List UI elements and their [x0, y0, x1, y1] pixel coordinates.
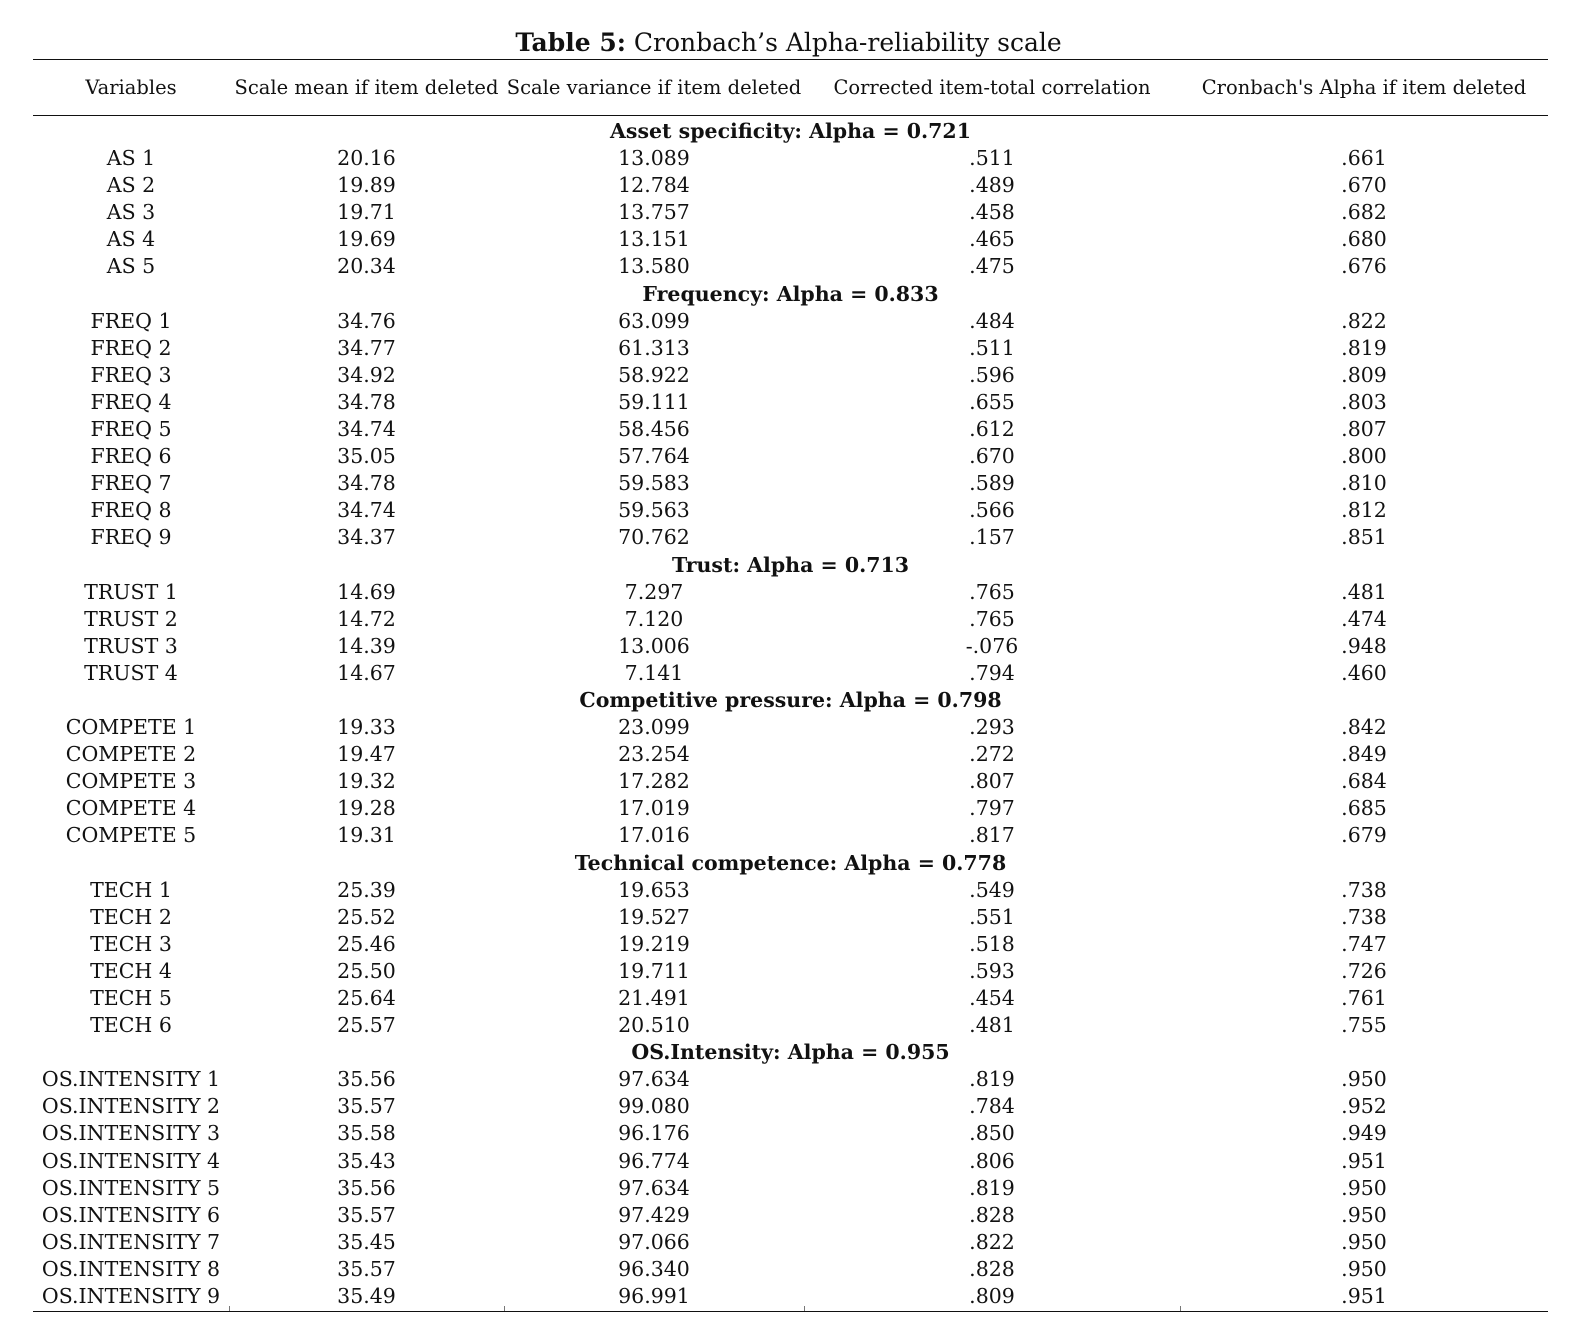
table-row [33, 877, 1548, 904]
table-caption-text: Cronbach’s Alpha-reliability scale [633, 28, 1062, 57]
table-row [33, 606, 1548, 633]
alpha-if-deleted-cell: .812 [1341, 498, 1387, 523]
table-header [33, 60, 1548, 115]
correlation-cell: .293 [969, 715, 1015, 740]
alpha-if-deleted-cell: .807 [1341, 417, 1387, 442]
alpha-if-deleted-cell: .747 [1341, 931, 1387, 956]
table-row [33, 524, 1548, 551]
alpha-if-deleted-cell: .738 [1341, 904, 1387, 929]
scale-mean-cell: 35.57 [337, 1094, 396, 1119]
scale-variance-cell: 23.254 [618, 742, 690, 767]
scale-variance-cell: 97.634 [618, 1067, 690, 1092]
scale-variance-cell: 21.491 [618, 986, 690, 1010]
correlation-cell: .655 [969, 389, 1015, 414]
header-item-total-correlation: Corrected item-total correlation [833, 75, 1151, 99]
scale-mean-cell: 35.43 [337, 1148, 396, 1173]
header-alpha-if-deleted: Cronbach's Alpha if item deleted [1201, 75, 1527, 99]
table-row [33, 904, 1548, 931]
correlation-cell: .489 [969, 173, 1015, 198]
scale-variance-cell: 61.313 [618, 335, 690, 360]
scale-mean-cell: 35.05 [337, 444, 396, 469]
table-row [33, 497, 1548, 524]
variable-cell: COMPETE 3 [65, 769, 197, 794]
table-row [33, 985, 1548, 1012]
scale-variance-cell: 97.066 [618, 1229, 690, 1254]
scale-variance-cell: 19.711 [618, 958, 690, 983]
variable-cell: OS.INTENSITY 4 [41, 1148, 221, 1173]
variable-cell: TRUST 1 [84, 579, 178, 604]
scale-variance-cell: 7.120 [624, 606, 684, 631]
table-row [33, 145, 1548, 172]
scale-variance-cell: 97.429 [618, 1202, 690, 1227]
alpha-if-deleted-cell: .481 [1341, 579, 1387, 604]
alpha-if-deleted-cell: .474 [1341, 606, 1387, 631]
correlation-cell: .458 [969, 200, 1015, 225]
correlation-cell: .272 [969, 742, 1015, 767]
variable-cell: TECH 5 [90, 986, 172, 1010]
table-row [33, 253, 1548, 280]
table-row [33, 931, 1548, 958]
variable-cell: FREQ 1 [90, 308, 172, 333]
variable-cell: AS 4 [106, 227, 156, 252]
correlation-cell: .670 [969, 444, 1015, 469]
alpha-if-deleted-cell: .851 [1341, 525, 1387, 550]
correlation-cell: .807 [969, 769, 1015, 794]
scale-variance-cell: 19.653 [618, 877, 690, 902]
table-row [33, 416, 1548, 443]
variable-cell: TECH 6 [90, 1013, 172, 1038]
table-row [33, 470, 1548, 497]
scale-variance-cell: 17.016 [618, 823, 690, 848]
variable-cell: COMPETE 2 [65, 742, 197, 767]
table-row [33, 1093, 1548, 1120]
correlation-cell: .511 [969, 335, 1015, 360]
table-row [33, 1256, 1548, 1283]
scale-variance-cell: 99.080 [618, 1094, 690, 1119]
correlation-cell: .484 [969, 308, 1015, 333]
correlation-cell: .784 [969, 1094, 1015, 1119]
scale-variance-cell: 17.282 [618, 769, 690, 794]
correlation-cell: .828 [969, 1202, 1015, 1227]
table-row [33, 633, 1548, 660]
alpha-if-deleted-cell: .684 [1341, 769, 1387, 794]
alpha-if-deleted-cell: .842 [1341, 715, 1387, 740]
alpha-if-deleted-cell: .738 [1341, 877, 1387, 902]
variable-cell: FREQ 3 [90, 362, 172, 387]
scale-mean-cell: 34.78 [337, 471, 396, 496]
alpha-if-deleted-cell: .685 [1341, 796, 1387, 821]
scale-mean-cell: 35.58 [337, 1121, 396, 1146]
alpha-if-deleted-cell: .810 [1341, 471, 1387, 496]
scale-mean-cell: 34.74 [337, 417, 396, 442]
table-row [33, 1229, 1548, 1256]
table-row [33, 1120, 1548, 1147]
scale-variance-cell: 13.006 [618, 633, 690, 658]
correlation-cell: .566 [969, 498, 1015, 523]
alpha-if-deleted-cell: .819 [1341, 335, 1387, 360]
correlation-cell: .481 [969, 1013, 1015, 1038]
section-title: Frequency: Alpha = 0.833 [642, 281, 939, 306]
scale-variance-cell: 13.089 [618, 146, 690, 171]
alpha-if-deleted-cell: .849 [1341, 742, 1387, 767]
alpha-if-deleted-cell: .822 [1341, 308, 1387, 333]
table-body [33, 116, 1548, 1310]
variable-cell: OS.INTENSITY 6 [41, 1202, 221, 1227]
scale-mean-cell: 25.52 [337, 904, 396, 929]
scale-mean-cell: 25.50 [337, 958, 396, 983]
variable-cell: FREQ 2 [90, 335, 172, 360]
scale-mean-cell: 25.39 [337, 877, 396, 902]
correlation-cell: .465 [969, 227, 1015, 252]
scale-variance-cell: 23.099 [618, 715, 690, 740]
variable-cell: FREQ 5 [90, 417, 172, 442]
scale-mean-cell: 19.32 [337, 769, 396, 794]
correlation-cell: .819 [969, 1067, 1015, 1092]
alpha-if-deleted-cell: .950 [1341, 1202, 1387, 1227]
correlation-cell: .828 [969, 1256, 1015, 1281]
scale-variance-cell: 96.991 [618, 1284, 690, 1309]
variable-cell: TRUST 3 [84, 633, 178, 658]
alpha-if-deleted-cell: .679 [1341, 823, 1387, 848]
bottom-rule [33, 1311, 1548, 1312]
scale-variance-cell: 58.922 [618, 362, 690, 387]
scale-variance-cell: 59.111 [618, 389, 690, 414]
alpha-if-deleted-cell: .680 [1341, 227, 1387, 252]
scale-mean-cell: 14.39 [337, 633, 396, 658]
correlation-cell: .157 [969, 525, 1015, 550]
correlation-cell: .797 [969, 796, 1015, 821]
alpha-if-deleted-cell: .951 [1341, 1284, 1387, 1309]
variable-cell: COMPETE 4 [65, 796, 197, 821]
column-divider-tick [229, 1306, 230, 1311]
scale-mean-cell: 19.31 [337, 823, 396, 848]
table-row [33, 1148, 1548, 1175]
table-row [33, 199, 1548, 226]
column-divider-tick [504, 1306, 505, 1311]
scale-variance-cell: 59.583 [618, 471, 690, 496]
alpha-if-deleted-cell: .761 [1341, 986, 1387, 1010]
correlation-cell: .794 [969, 660, 1015, 685]
variable-cell: AS 3 [106, 200, 156, 225]
scale-variance-cell: 12.784 [618, 173, 690, 198]
table-row [33, 1202, 1548, 1229]
table-row [33, 172, 1548, 199]
alpha-if-deleted-cell: .948 [1341, 633, 1387, 658]
alpha-if-deleted-cell: .809 [1341, 362, 1387, 387]
scale-variance-cell: 19.219 [618, 931, 690, 956]
scale-mean-cell: 19.71 [337, 200, 396, 225]
alpha-if-deleted-cell: .950 [1341, 1256, 1387, 1281]
correlation-cell: .511 [969, 146, 1015, 171]
alpha-if-deleted-cell: .952 [1341, 1094, 1387, 1119]
scale-mean-cell: 19.69 [337, 227, 396, 252]
variable-cell: TECH 2 [90, 904, 172, 929]
scale-variance-cell: 13.757 [618, 200, 690, 225]
alpha-if-deleted-cell: .950 [1341, 1067, 1387, 1092]
scale-mean-cell: 35.56 [337, 1175, 396, 1200]
section-title: Competitive pressure: Alpha = 0.798 [579, 687, 1002, 712]
correlation-cell: .549 [969, 877, 1015, 902]
scale-variance-cell: 96.176 [618, 1121, 690, 1146]
variable-cell: TRUST 2 [84, 606, 178, 631]
scale-mean-cell: 25.57 [337, 1013, 396, 1038]
alpha-if-deleted-cell: .950 [1341, 1229, 1387, 1254]
scale-mean-cell: 34.77 [337, 335, 396, 360]
variable-cell: TECH 1 [90, 877, 172, 902]
variable-cell: OS.INTENSITY 1 [41, 1067, 221, 1092]
variable-cell: FREQ 7 [90, 471, 172, 496]
scale-variance-cell: 63.099 [618, 308, 690, 333]
table-row [33, 958, 1548, 985]
alpha-if-deleted-cell: .950 [1341, 1175, 1387, 1200]
table-row [33, 714, 1548, 741]
table-row [33, 443, 1548, 470]
scale-variance-cell: 96.340 [618, 1256, 690, 1281]
scale-variance-cell: 20.510 [618, 1013, 690, 1038]
bottom-border [33, 1311, 1548, 1312]
correlation-cell: .596 [969, 362, 1015, 387]
correlation-cell: .589 [969, 471, 1015, 496]
alpha-if-deleted-cell: .670 [1341, 173, 1387, 198]
correlation-cell: -.076 [965, 633, 1019, 658]
scale-mean-cell: 25.64 [337, 986, 396, 1010]
variable-cell: TRUST 4 [84, 660, 178, 685]
variable-cell: OS.INTENSITY 2 [41, 1094, 221, 1119]
alpha-if-deleted-cell: .682 [1341, 200, 1387, 225]
scale-mean-cell: 34.78 [337, 389, 396, 414]
scale-mean-cell: 34.92 [337, 362, 396, 387]
variable-cell: AS 5 [106, 254, 156, 279]
table-row [33, 335, 1548, 362]
variable-cell: OS.INTENSITY 7 [41, 1229, 221, 1254]
correlation-cell: .765 [969, 606, 1015, 631]
scale-mean-cell: 14.72 [337, 606, 396, 631]
scale-mean-cell: 20.34 [337, 254, 396, 279]
scale-mean-cell: 35.56 [337, 1067, 396, 1092]
correlation-cell: .809 [969, 1284, 1015, 1309]
variable-cell: AS 1 [106, 146, 156, 171]
scale-mean-cell: 25.46 [337, 931, 396, 956]
section-title: OS.Intensity: Alpha = 0.955 [631, 1040, 950, 1065]
variable-cell: FREQ 8 [90, 498, 172, 523]
correlation-cell: .819 [969, 1175, 1015, 1200]
section-title: Asset specificity: Alpha = 0.721 [610, 119, 971, 143]
correlation-cell: .765 [969, 579, 1015, 604]
alpha-if-deleted-cell: .726 [1341, 958, 1387, 983]
scale-mean-cell: 35.57 [337, 1202, 396, 1227]
scale-variance-cell: 96.774 [618, 1148, 690, 1173]
variable-cell: FREQ 9 [90, 525, 172, 550]
scale-mean-cell: 19.47 [337, 742, 396, 767]
variable-cell: COMPETE 5 [65, 823, 197, 848]
alpha-if-deleted-cell: .803 [1341, 389, 1387, 414]
variable-cell: OS.INTENSITY 3 [41, 1121, 221, 1146]
scale-variance-cell: 70.762 [618, 525, 690, 550]
scale-mean-cell: 14.67 [337, 660, 396, 685]
variable-cell: TECH 4 [90, 958, 172, 983]
variable-cell: FREQ 4 [90, 389, 172, 414]
correlation-cell: .612 [969, 417, 1015, 442]
scale-variance-cell: 17.019 [618, 796, 690, 821]
header-scale-variance: Scale variance if item deleted [506, 75, 802, 99]
correlation-cell: .806 [969, 1148, 1015, 1173]
variable-cell: COMPETE 1 [65, 715, 197, 740]
scale-variance-cell: 13.580 [618, 254, 690, 279]
scale-variance-cell: 7.297 [624, 579, 684, 604]
variable-cell: TECH 3 [90, 931, 172, 956]
table-row [33, 741, 1548, 768]
scale-mean-cell: 19.33 [337, 715, 396, 740]
table-caption [0, 27, 1577, 59]
scale-variance-cell: 59.563 [618, 498, 690, 523]
scale-variance-cell: 58.456 [618, 417, 690, 442]
alpha-if-deleted-cell: .951 [1341, 1148, 1387, 1173]
correlation-cell: .551 [969, 904, 1015, 929]
section-title: Technical competence: Alpha = 0.778 [574, 850, 1007, 875]
correlation-cell: .850 [969, 1121, 1015, 1146]
alpha-if-deleted-cell: .755 [1341, 1013, 1387, 1038]
correlation-cell: .518 [969, 931, 1015, 956]
section-title: Trust: Alpha = 0.713 [671, 552, 910, 577]
variable-cell: OS.INTENSITY 9 [41, 1284, 221, 1309]
table-row [33, 1066, 1548, 1093]
reliability-table [33, 59, 1548, 1312]
correlation-cell: .822 [969, 1229, 1015, 1254]
alpha-if-deleted-cell: .676 [1341, 254, 1387, 279]
table-row [33, 1283, 1548, 1310]
scale-mean-cell: 35.57 [337, 1256, 396, 1281]
scale-mean-cell: 35.49 [337, 1284, 396, 1309]
table-row [33, 362, 1548, 389]
table-row [33, 795, 1548, 822]
scale-variance-cell: 19.527 [618, 904, 690, 929]
alpha-if-deleted-cell: .661 [1341, 146, 1387, 171]
scale-mean-cell: 20.16 [337, 146, 396, 171]
column-divider-tick [804, 1306, 805, 1311]
scale-variance-cell: 13.151 [618, 227, 690, 252]
table-row [33, 660, 1548, 687]
correlation-cell: .475 [969, 254, 1015, 279]
alpha-if-deleted-cell: .460 [1341, 660, 1387, 685]
table-row [33, 389, 1548, 416]
header-scale-mean: Scale mean if item deleted [234, 75, 499, 99]
table-row [33, 1012, 1548, 1039]
table-caption-label: Table 5: [515, 28, 626, 57]
variable-cell: AS 2 [106, 173, 156, 198]
scale-mean-cell: 19.89 [337, 173, 396, 198]
column-divider-tick [1180, 1306, 1181, 1311]
table-row [33, 822, 1548, 849]
scale-variance-cell: 97.634 [618, 1175, 690, 1200]
table-row [33, 308, 1548, 335]
correlation-cell: .817 [969, 823, 1015, 848]
scale-mean-cell: 34.76 [337, 308, 396, 333]
table-row [33, 1175, 1548, 1202]
variable-cell: OS.INTENSITY 8 [41, 1256, 221, 1281]
correlation-cell: .454 [969, 986, 1015, 1010]
scale-mean-cell: 34.37 [337, 525, 396, 550]
alpha-if-deleted-cell: .949 [1341, 1121, 1387, 1146]
table-row [33, 579, 1548, 606]
alpha-if-deleted-cell: .800 [1341, 444, 1387, 469]
table-row [33, 226, 1548, 253]
scale-mean-cell: 19.28 [337, 796, 396, 821]
correlation-cell: .593 [969, 958, 1015, 983]
variable-cell: FREQ 6 [90, 444, 172, 469]
scale-mean-cell: 35.45 [337, 1229, 396, 1254]
scale-variance-cell: 7.141 [624, 660, 684, 685]
scale-mean-cell: 14.69 [337, 579, 396, 604]
variable-cell: OS.INTENSITY 5 [41, 1175, 221, 1200]
scale-mean-cell: 34.74 [337, 498, 396, 523]
table-row [33, 768, 1548, 795]
header-variables: Variables [85, 75, 177, 99]
scale-variance-cell: 57.764 [618, 444, 690, 469]
